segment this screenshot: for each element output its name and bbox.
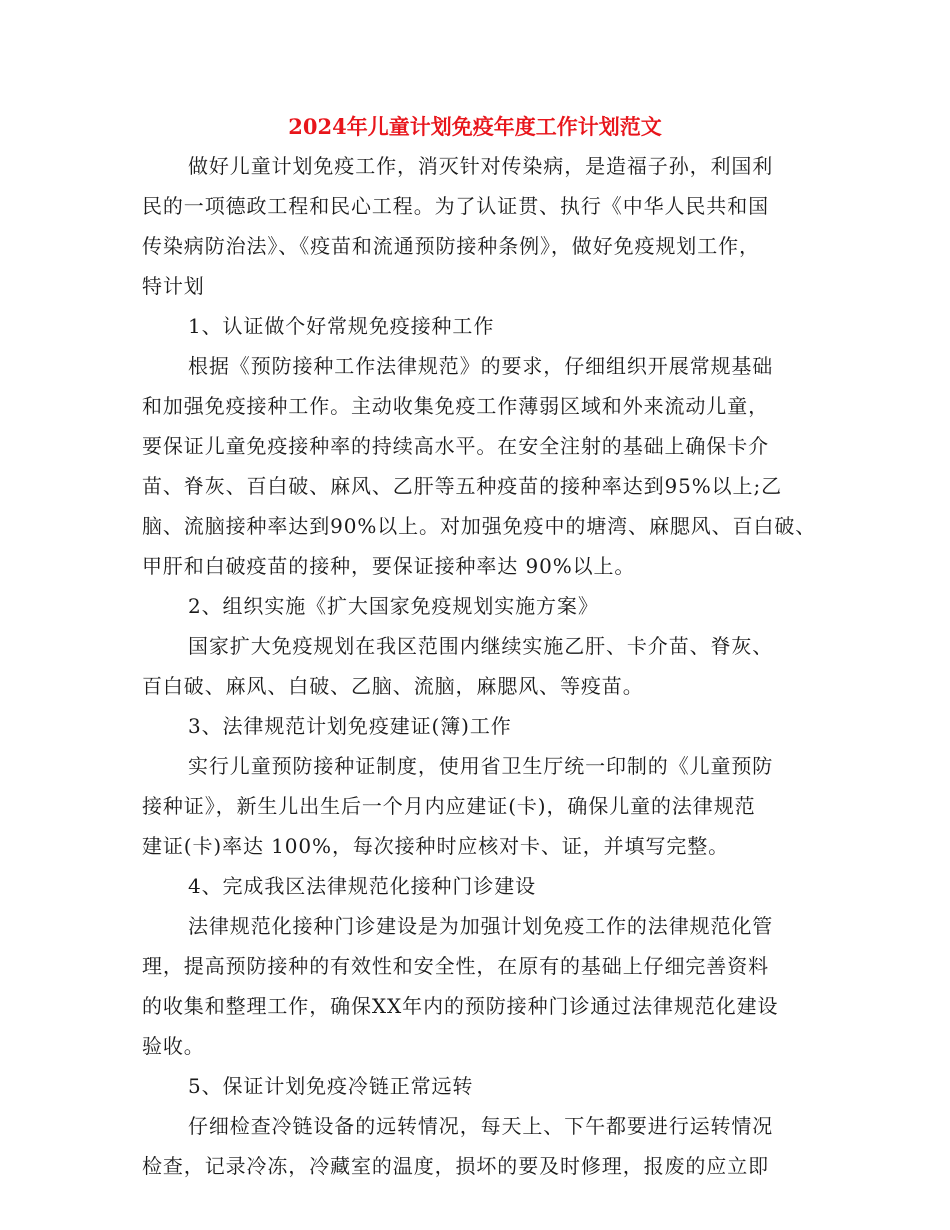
- paragraph-line: 脑、流脑接种率达到90%以上。对加强免疫中的塘湾、麻腮风、百白破、: [142, 514, 817, 538]
- section-heading: 2、组织实施《扩大国家免疫规划实施方案》: [188, 594, 599, 618]
- paragraph-line: 的收集和整理工作，确保XX年内的预防接种门诊通过法律规范化建设: [142, 994, 779, 1018]
- paragraph-line: 建证(卡)率达 100%，每次接种时应核对卡、证，并填写完整。: [142, 834, 730, 858]
- paragraph-line: 苗、脊灰、百白破、麻风、乙肝等五种疫苗的接种率达到95%以上;乙: [142, 474, 782, 498]
- paragraph-line: 检查，记录冷冻，冷藏室的温度，损坏的要及时修理，报废的应立即: [142, 1154, 769, 1178]
- paragraph-line: 根据《预防接种工作法律规范》的要求，仔细组织开展常规基础: [188, 354, 774, 378]
- paragraph-line: 国家扩大免疫规划在我区范围内继续实施乙肝、卡介苗、脊灰、: [188, 634, 774, 658]
- paragraph-line: 理，提高预防接种的有效性和安全性，在原有的基础上仔细完善资料: [142, 954, 769, 978]
- paragraph-line: 和加强免疫接种工作。主动收集免疫工作薄弱区域和外来流动儿童，: [142, 394, 769, 418]
- section-heading: 5、保证计划免疫冷链正常远转: [188, 1074, 474, 1098]
- paragraph-line: 实行儿童预防接种证制度，使用省卫生厅统一印制的《儿童预防: [188, 754, 774, 778]
- paragraph-line: 传染病防治法》、《疫苗和流通预防接种条例》，做好免疫规划工作，: [142, 234, 760, 258]
- section-heading: 3、法律规范计划免疫建证(簿)工作: [188, 714, 512, 738]
- paragraph-line: 百白破、麻风、白破、乙脑、流脑，麻腮风、等疫苗。: [142, 674, 644, 698]
- document-title: 2024年儿童计划免疫年度工作计划范文: [288, 114, 662, 139]
- section-heading: 4、完成我区法律规范化接种门诊建设: [188, 874, 537, 898]
- paragraph-line: 仔细检查冷链设备的远转情况，每天上、下午都要进行运转情况: [188, 1114, 774, 1138]
- paragraph-line: 民的一项德政工程和民心工程。为了认证贯、执行《中华人民共和国: [142, 194, 769, 218]
- paragraph-line: 特计划: [142, 274, 205, 298]
- paragraph-line: 接种证》，新生儿出生后一个月内应建证(卡)，确保儿童的法律规范: [142, 794, 756, 818]
- paragraph-line: 验收。: [142, 1034, 205, 1058]
- paragraph-line: 甲肝和白破疫苗的接种，要保证接种率达 90%以上。: [142, 554, 636, 578]
- paragraph-line: 法律规范化接种门诊建设是为加强计划免疫工作的法律规范化管: [188, 914, 774, 938]
- section-heading: 1、认证做个好常规免疫接种工作: [188, 314, 495, 338]
- paragraph-line: 做好儿童计划免疫工作，消灭针对传染病，是造福子孙，利国利: [188, 154, 774, 178]
- paragraph-line: 要保证儿童免疫接种率的持续高水平。在安全注射的基础上确保卡介: [142, 434, 769, 458]
